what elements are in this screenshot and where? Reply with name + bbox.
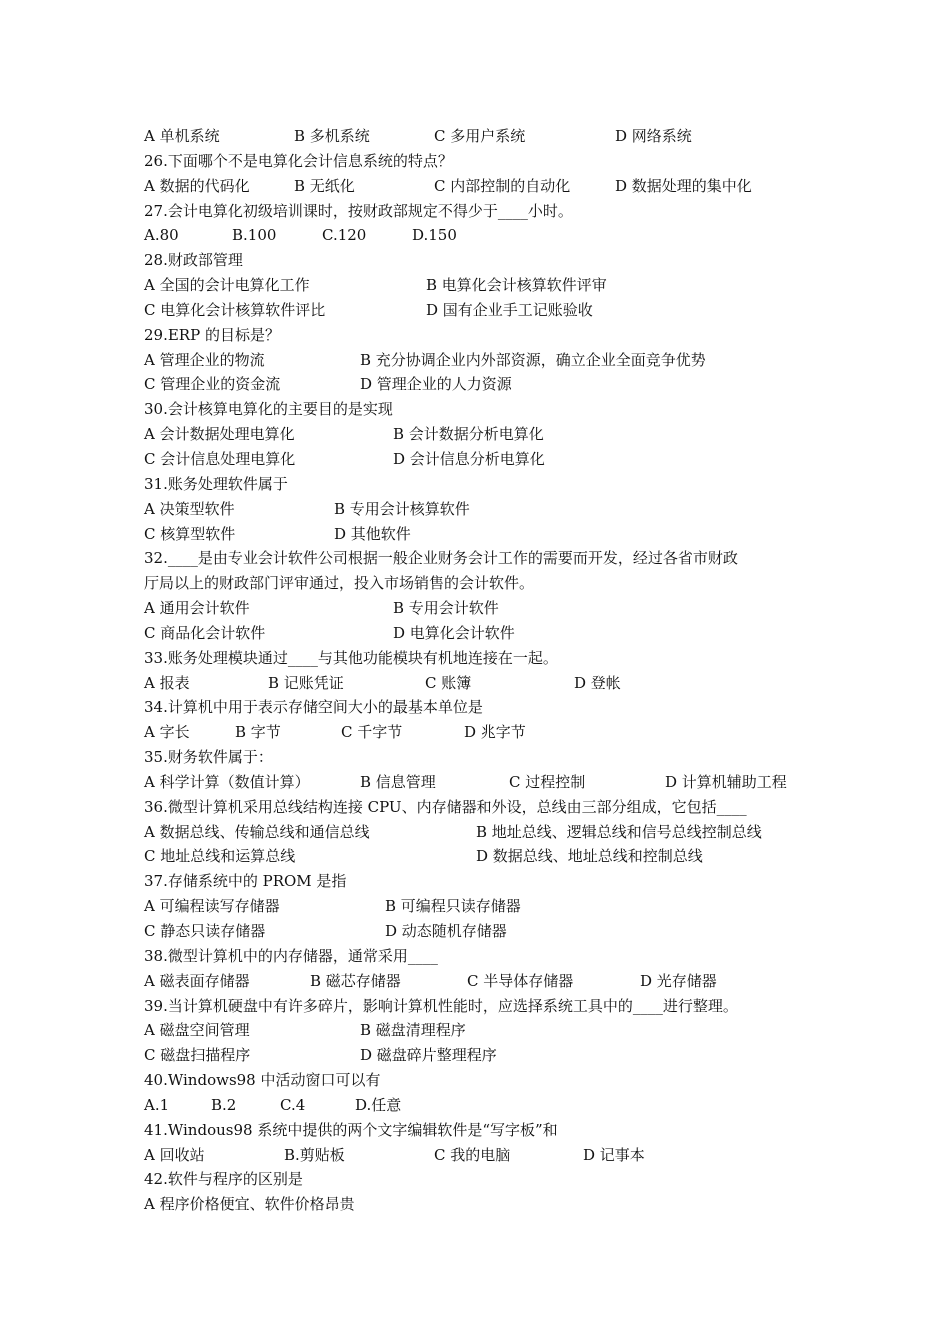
option-c: C 多用户系统	[434, 127, 526, 145]
options-row	[144, 522, 824, 547]
question-stem: 31.账务处理软件属于	[144, 474, 288, 493]
option-a: A 数据总线、传输总线和通信总线	[144, 822, 370, 841]
question-stem: 29.ERP 的目标是？	[144, 325, 280, 344]
question-stem: 27.会计电算化初级培训课时，按财政部规定不得少于____小时。	[144, 201, 573, 220]
option-c: C 核算型软件	[144, 524, 236, 543]
options-row	[144, 422, 824, 447]
options-row	[144, 447, 824, 472]
option-c: C.120	[322, 226, 367, 245]
option-d: D 兆字节	[464, 723, 526, 742]
option-d: D 其他软件	[334, 524, 411, 543]
option-b: B 无纸化	[294, 176, 355, 195]
option-a: A 报表	[144, 673, 190, 692]
document-page	[144, 124, 824, 1217]
option-d: D 磁盘碎片整理程序	[360, 1046, 497, 1065]
option-b: B 会计数据分析电算化	[393, 425, 544, 444]
option-a: A 全国的会计电算化工作	[144, 276, 310, 295]
option-b: B 充分协调企业内外部资源，确立企业全面竞争优势	[360, 350, 706, 369]
option-c: C 地址总线和运算总线	[144, 847, 296, 866]
question-stem: 34.计算机中用于表示存储空间大小的最基本单位是	[144, 698, 483, 717]
option-d: D 会计信息分析电算化	[393, 449, 545, 468]
question-stem: 39.当计算机硬盘中有许多碎片，影响计算机性能时，应选择系统工具中的____进行整理。	[144, 996, 738, 1015]
options-row	[144, 919, 824, 944]
option-b: B 信息管理	[360, 772, 436, 791]
options-row	[144, 671, 824, 696]
option-a: A 磁表面存储器	[144, 971, 250, 990]
option-a: A 单机系统	[144, 127, 220, 145]
options-row	[144, 969, 824, 994]
option-b: B 地址总线、逻辑总线和信号总线控制总线	[476, 822, 762, 841]
question-stem: 35.财务软件属于：	[144, 748, 273, 767]
options-row	[144, 273, 824, 298]
question-stem: 32.____是由专业会计软件公司根据一般企业财务会计工作的需要而开发，经过各省市财政	[144, 549, 738, 568]
option-c: C 半导体存储器	[467, 971, 574, 990]
option-c: C 会计信息处理电算化	[144, 449, 296, 468]
option-c: C 我的电脑	[434, 1145, 511, 1164]
option-d: D 国有企业手工记账验收	[426, 300, 593, 319]
option-c: C 千字节	[341, 723, 403, 742]
option-d: D 数据总线、地址总线和控制总线	[476, 847, 703, 866]
option-b: B 磁盘清理程序	[360, 1021, 466, 1040]
question-stem: 37.存储系统中的 PROM 是指	[144, 872, 347, 891]
question-stem: 42.软件与程序的区别是	[144, 1170, 303, 1189]
options-row	[144, 1018, 824, 1043]
question-stem: 26.下面哪个不是电算化会计信息系统的特点？	[144, 151, 453, 170]
question-stem: 41.Windous98 系统中提供的两个文字编辑软件是“写字板”和	[144, 1120, 558, 1139]
option-a: A 会计数据处理电算化	[144, 425, 295, 444]
options-row	[144, 174, 824, 199]
options-row	[144, 372, 824, 397]
options-row	[144, 497, 824, 522]
question-stem: 33.账务处理模块通过____与其他功能模块有机地连接在一起。	[144, 648, 558, 667]
options-row	[144, 770, 824, 795]
option-c: C 管理企业的资金流	[144, 375, 281, 394]
option-b: B 磁芯存储器	[310, 971, 401, 990]
question-stem: 38.微型计算机中的内存储器，通常采用____	[144, 946, 438, 965]
option-c: C 磁盘扫描程序	[144, 1046, 251, 1065]
question-stem: 30.会计核算电算化的主要目的是实现	[144, 400, 393, 419]
question-stem: 40.Windows98 中活动窗口可以有	[144, 1071, 381, 1090]
option-d: D.任意	[355, 1095, 402, 1114]
options-row	[144, 720, 824, 745]
option-b: B.2	[211, 1095, 237, 1114]
option-d: D 管理企业的人力资源	[360, 375, 512, 394]
option-a: A 决策型软件	[144, 499, 235, 518]
options-row	[144, 621, 824, 646]
option-a: A 科学计算（数值计算）	[144, 772, 310, 791]
options-row	[144, 223, 824, 248]
options-row	[144, 844, 824, 869]
options-row	[144, 1093, 824, 1118]
option-b: B 电算化会计核算软件评审	[426, 276, 607, 295]
options-row	[144, 1143, 824, 1168]
options-row	[144, 596, 824, 621]
option-c: C 静态只读存储器	[144, 922, 266, 940]
option-b: B.100	[232, 226, 277, 245]
option-d: D 数据处理的集中化	[615, 176, 752, 195]
option-b: B 专用会计核算软件	[334, 499, 470, 518]
option-b: B 可编程只读存储器	[385, 897, 521, 916]
option-d: D 电算化会计软件	[393, 623, 515, 642]
option-d: D 动态随机存储器	[385, 922, 507, 940]
options-row	[144, 1192, 824, 1217]
option-d: D 网络系统	[615, 127, 692, 145]
option-a: A 管理企业的物流	[144, 350, 265, 369]
option-d: D 光存储器	[640, 971, 717, 990]
question-stem: 36.微型计算机采用总线结构连接 CPU、内存储器和外设，总线由三部分组成，它包括____	[144, 797, 747, 816]
option-a: A 字长	[144, 723, 190, 742]
option-a: A.80	[144, 226, 179, 245]
question-stem: 28.财政部管理	[144, 251, 243, 270]
option-b: B 记账凭证	[268, 673, 344, 692]
option-c: C 账簿	[425, 673, 472, 692]
option-d: D 记事本	[583, 1145, 645, 1164]
option-c: C 内部控制的自动化	[434, 176, 571, 195]
options-row	[144, 348, 824, 373]
question-stem-continued: 厅局以上的财政部门评审通过，投入市场销售的会计软件。	[144, 574, 535, 593]
option-d: D.150	[412, 226, 457, 245]
option-b: B 专用会计软件	[393, 599, 499, 618]
options-row	[144, 124, 824, 149]
option-a: A 数据的代码化	[144, 176, 250, 195]
option-b: B 多机系统	[294, 127, 370, 145]
option-a: A 通用会计软件	[144, 599, 250, 618]
option-d: D 计算机辅助工程	[665, 772, 787, 791]
option-b: B.剪贴板	[284, 1145, 345, 1164]
option-d: D 登帐	[574, 673, 621, 692]
options-row	[144, 1043, 824, 1068]
option-c: C 过程控制	[509, 772, 586, 791]
option-a: A.1	[144, 1095, 170, 1114]
option-a: A 程序价格便宜、软件价格昂贵	[144, 1195, 355, 1214]
option-c: C 电算化会计核算软件评比	[144, 300, 326, 319]
option-b: B 字节	[235, 723, 281, 742]
option-a: A 可编程读写存储器	[144, 897, 280, 916]
option-c: C.4	[280, 1095, 306, 1114]
options-row	[144, 894, 824, 919]
options-row	[144, 298, 824, 323]
option-a: A 回收站	[144, 1145, 205, 1164]
option-a: A 磁盘空间管理	[144, 1021, 250, 1040]
options-row	[144, 820, 824, 845]
option-c: C 商品化会计软件	[144, 623, 266, 642]
